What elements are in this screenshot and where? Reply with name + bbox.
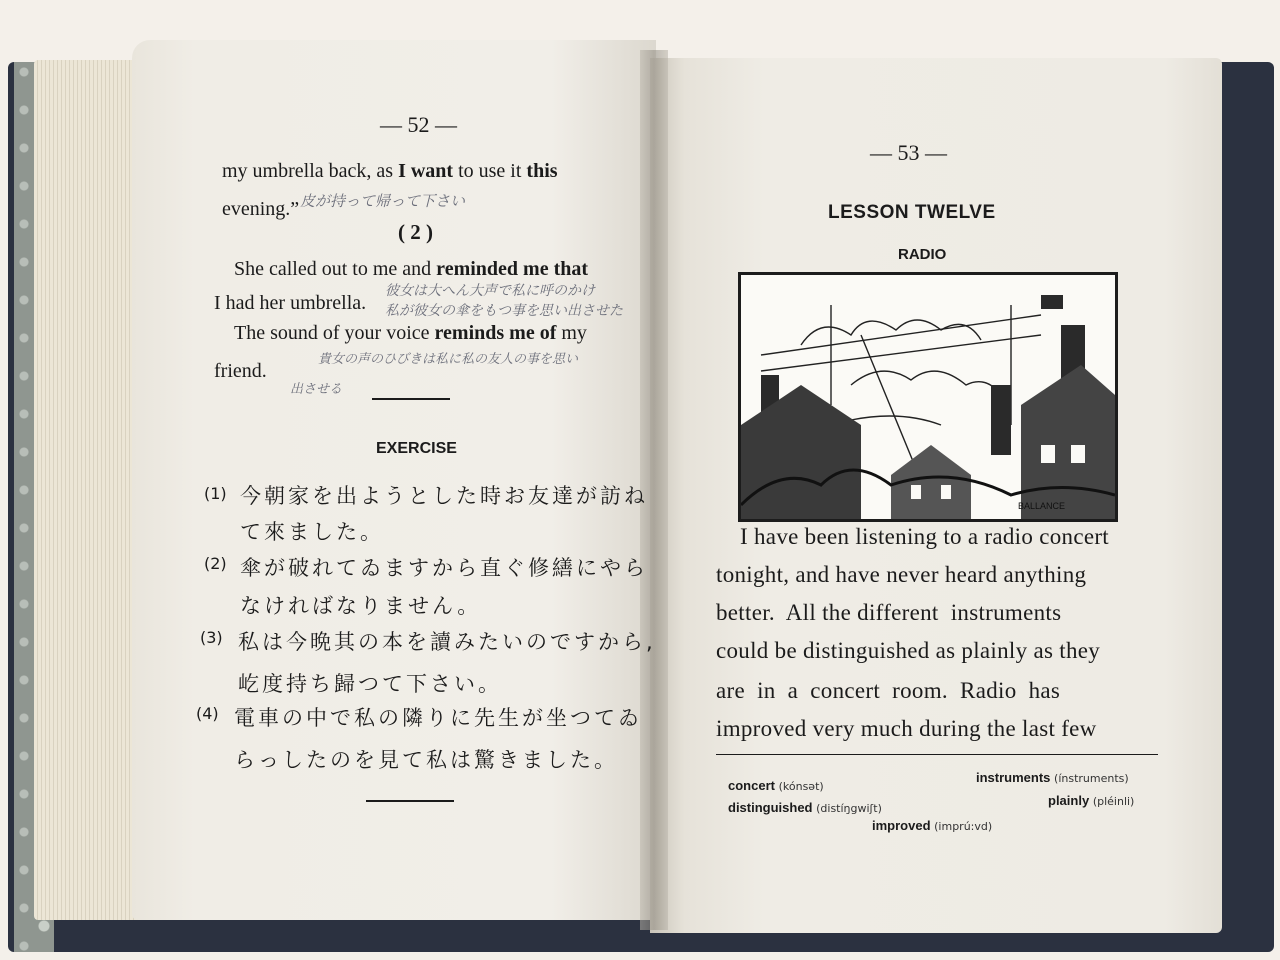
text-line: tonight, and have never heard anything (716, 562, 1087, 587)
text-line: friend. (214, 360, 267, 382)
vocab-divider (716, 754, 1158, 755)
exercise-text: 屹度持ち歸つて下さい。 (238, 672, 502, 696)
lesson-subtitle: RADIO (898, 246, 947, 263)
exercise-text: 電車の中で私の隣りに先生が坐つてゐ (234, 706, 642, 730)
exercise-number: (3) (200, 628, 223, 647)
artist-signature: BALLANCE (1017, 501, 1065, 511)
vocab-entry: concert (kónsət) (728, 778, 824, 793)
text-line: improved very much during the last few (716, 716, 1097, 741)
exercise-number: (4) (196, 704, 219, 723)
text-line: I have been listening to a radio concert (740, 524, 1109, 549)
lesson-title: LESSON TWELVE (828, 202, 996, 223)
exercise-text: なければなりません。 (240, 594, 482, 618)
text-line: could be distinguished as plainly as they (716, 638, 1101, 663)
exercise-text: 私は今晩其の本を讀みたいのですから, (238, 630, 656, 654)
text-line: are in a concert room. Radio has (716, 678, 1061, 703)
text-line: better. All the different instruments (716, 600, 1062, 625)
text-line: my umbrella back, as I want to use it this (222, 160, 558, 182)
page-edges (34, 60, 142, 920)
exercise-text: て來ました。 (240, 520, 384, 544)
handwritten-note: 彼女は大へん大声で私に呼のかけ (385, 283, 595, 299)
vocab-entry: distinguished (distíŋgwiʃt) (728, 800, 882, 815)
handwritten-note: 貴女の声のひびきは私に私の友人の事を思い (318, 352, 579, 367)
text-line: The sound of your voice reminds me of my (234, 322, 587, 344)
right-page-number: — 53 — (870, 140, 947, 165)
handwritten-note: 皮が持って帰って下さい (300, 192, 466, 210)
end-divider (366, 800, 454, 802)
left-page-number: — 52 — (380, 112, 457, 137)
vocab-entry: improved (imprú:vd) (872, 818, 993, 833)
radio-illustration (738, 272, 1118, 522)
exercise-text: 今朝家を出ようとした時お友達が訪ね (240, 484, 648, 508)
exercise-heading: EXERCISE (376, 440, 457, 457)
handwritten-note: 出させる (290, 382, 343, 397)
divider-line (372, 398, 450, 400)
text-line: I had her umbrella. (214, 292, 367, 314)
exercise-number: (1) (204, 484, 227, 503)
exercise-number: (2) (204, 554, 227, 573)
exercise-text: 傘が破れてゐますから直ぐ修繕にやら (240, 556, 648, 580)
text-line: She called out to me and reminded me that (234, 258, 589, 280)
vocab-entry: instruments (ínstruments) (976, 770, 1129, 785)
rooftops-drawing (741, 275, 1115, 519)
exercise-text: らっしたのを見て私は驚きました。 (234, 748, 618, 772)
text-line: evening.” (222, 198, 300, 220)
vocab-entry: plainly (pléinli) (1048, 793, 1135, 808)
handwritten-note: 私が彼女の傘をもつ事を思い出させた (385, 303, 623, 319)
section-number: ( 2 ) (398, 220, 433, 244)
